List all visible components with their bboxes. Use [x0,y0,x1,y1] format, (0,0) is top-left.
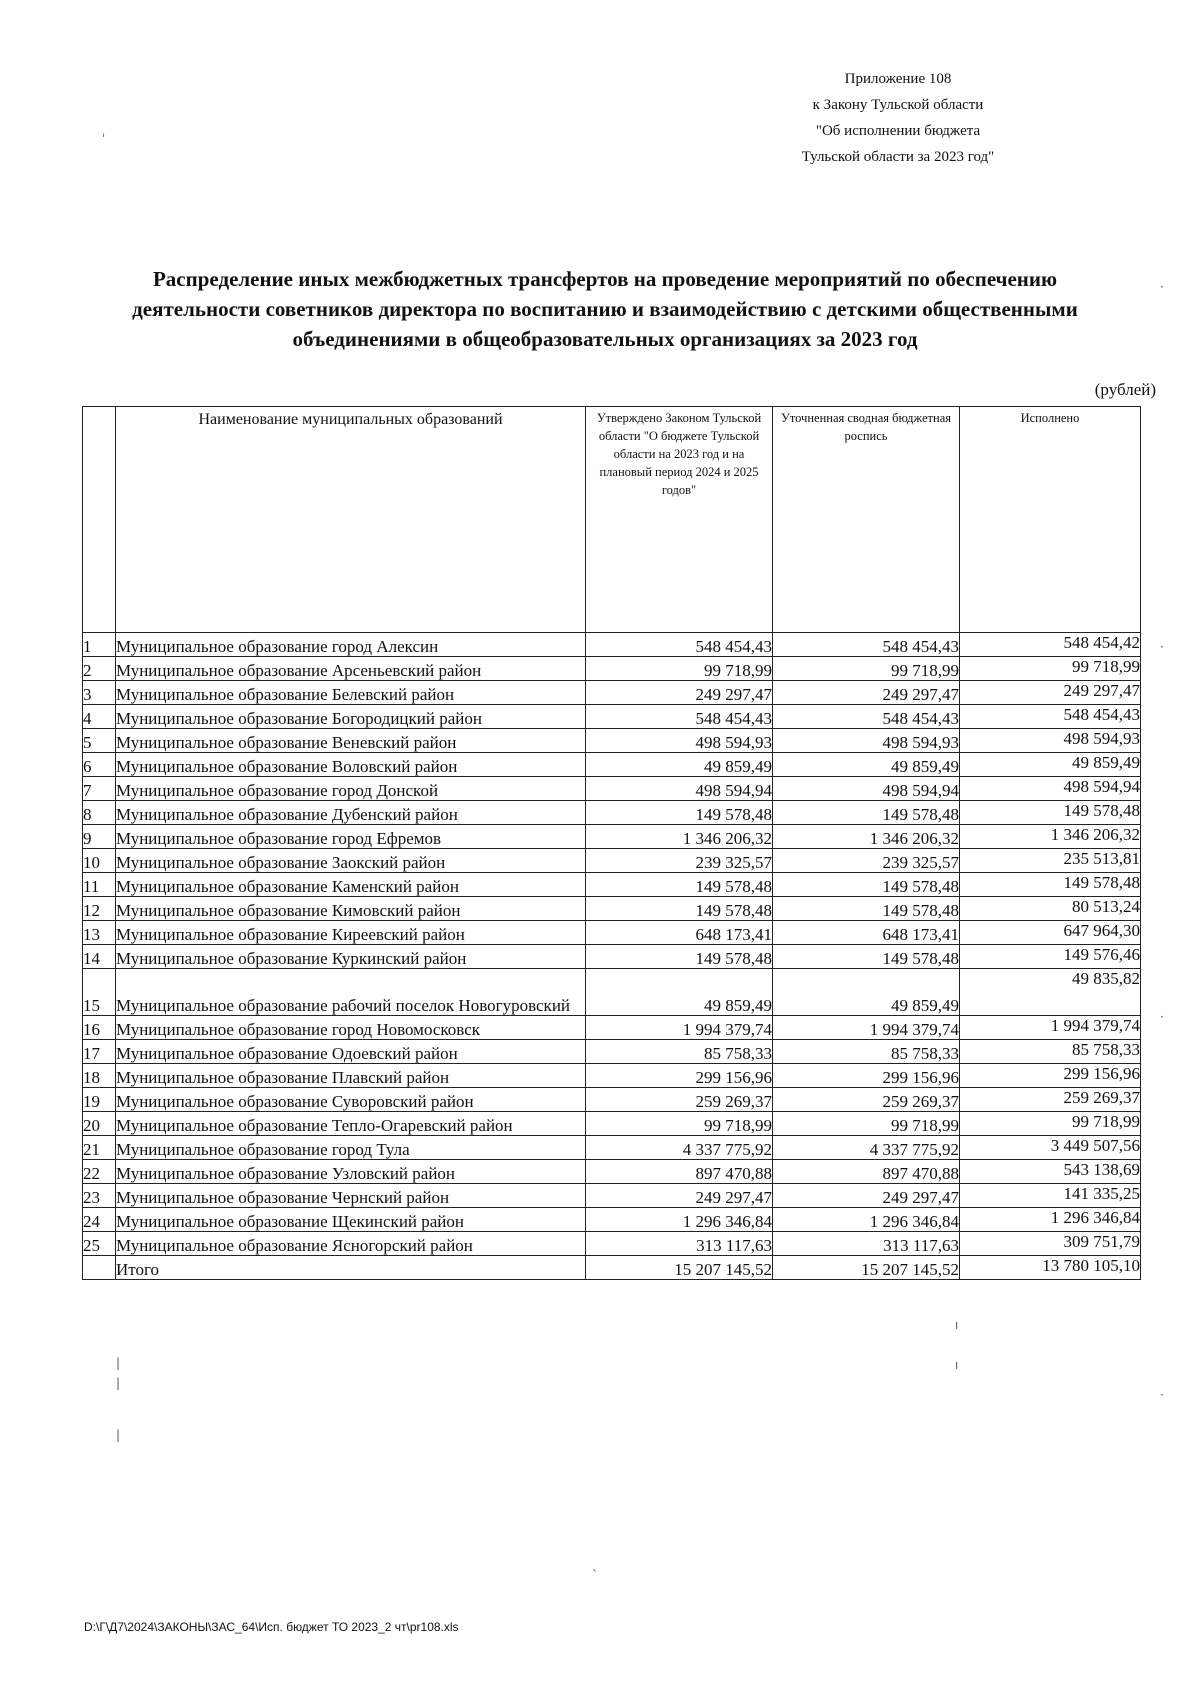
row-refined: 1 346 206,32 [773,825,960,849]
units-label: (рублей) [1094,380,1156,399]
row-approved: 249 297,47 [586,681,773,705]
table-row [83,921,1141,945]
row-refined: 1 994 379,74 [773,1016,960,1040]
table-row [83,729,1141,753]
scan-speck: · [1160,640,1164,654]
row-name: Муниципальное образование Кимовский район [116,897,586,921]
file-path: D:\Г\Д7\2024\ЗАКОНЫ\ЗАС_64\Исп. бюджет ТО 2023_2 чт\pr108.xls [84,1620,459,1634]
row-refined: 648 173,41 [773,921,960,945]
table-row [83,1160,1141,1184]
row-refined: 249 297,47 [773,681,960,705]
row-name: Муниципальное образование Богородицкий район [116,705,586,729]
scan-speck: · [1160,1010,1164,1024]
row-refined: 4 337 775,92 [773,1136,960,1160]
title-line: деятельности советников директора по воспитанию и взаимодействию с детскими общественными [132,297,1078,321]
row-refined: 498 594,94 [773,777,960,801]
row-name: Муниципальное образование Одоевский район [116,1040,586,1064]
row-refined: 259 269,37 [773,1088,960,1112]
header-executed: Исполнено [960,407,1141,633]
row-index: 2 [83,657,116,681]
row-refined: 548 454,43 [773,633,960,657]
row-executed: 259 269,37 [960,1088,1141,1112]
row-executed: 99 718,99 [960,1112,1141,1136]
row-name: Муниципальное образование рабочий поселок Новогуровский [116,969,586,1016]
row-approved: 4 337 775,92 [586,1136,773,1160]
row-refined: 99 718,99 [773,657,960,681]
row-index: 19 [83,1088,116,1112]
row-index: 22 [83,1160,116,1184]
table-row [83,825,1141,849]
table-body [83,633,1141,1280]
row-approved: 85 758,33 [586,1040,773,1064]
row-approved: 1 296 346,84 [586,1208,773,1232]
row-executed: 498 594,94 [960,777,1141,801]
row-executed: 1 296 346,84 [960,1208,1141,1232]
row-executed: 309 751,79 [960,1232,1141,1256]
scan-mark: | [116,1376,121,1390]
row-refined: 897 470,88 [773,1160,960,1184]
row-refined: 313 117,63 [773,1232,960,1256]
row-name: Муниципальное образование Дубенский район [116,801,586,825]
row-name: Муниципальное образование город Тула [116,1136,586,1160]
row-refined: 99 718,99 [773,1112,960,1136]
row-name: Муниципальное образование Ясногорский район [116,1232,586,1256]
row-executed: 3 449 507,56 [960,1136,1141,1160]
table-row [83,1112,1141,1136]
row-index: 13 [83,921,116,945]
row-name: Муниципальное образование Заокский район [116,849,586,873]
row-name: Муниципальное образование Плавский район [116,1064,586,1088]
row-approved: 498 594,93 [586,729,773,753]
row-refined: 249 297,47 [773,1184,960,1208]
row-name: Муниципальное образование город Донской [116,777,586,801]
header-refined: Уточненная сводная бюджетная роспись [773,407,960,633]
row-approved: 149 578,48 [586,801,773,825]
row-executed: 498 594,93 [960,729,1141,753]
row-executed: 249 297,47 [960,681,1141,705]
row-index: 4 [83,705,116,729]
row-approved: 897 470,88 [586,1160,773,1184]
table-row [83,681,1141,705]
row-index: 23 [83,1184,116,1208]
row-executed: 49 859,49 [960,753,1141,777]
row-executed: 13 780 105,10 [960,1256,1141,1280]
row-name: Муниципальное образование Чернский район [116,1184,586,1208]
scan-speck: · [1160,280,1164,294]
row-refined: 149 578,48 [773,897,960,921]
header-index-cell [83,407,116,633]
row-index: 5 [83,729,116,753]
row-index: 3 [83,681,116,705]
row-name: Муниципальное образование город Ефремов [116,825,586,849]
row-approved: 1 346 206,32 [586,825,773,849]
appendix-line: Приложение 108 [844,71,952,87]
table-row [83,849,1141,873]
row-name: Муниципальное образование город Алексин [116,633,586,657]
table-header-row [83,407,1141,633]
table-row [83,1208,1141,1232]
row-name: Муниципальное образование Каменский район [116,873,586,897]
row-executed: 543 138,69 [960,1160,1141,1184]
table-row [83,1232,1141,1256]
row-refined: 498 594,93 [773,729,960,753]
scan-mark: | [116,1428,121,1442]
row-refined: 1 296 346,84 [773,1208,960,1232]
row-approved: 99 718,99 [586,657,773,681]
table-row [83,657,1141,681]
row-index: 21 [83,1136,116,1160]
row-index: 17 [83,1040,116,1064]
scan-speck: ˌ [102,124,106,138]
table-row [83,945,1141,969]
row-name: Муниципальное образование Суворовский район [116,1088,586,1112]
table-row [83,897,1141,921]
row-name: Итого [116,1256,586,1280]
table-row [83,1016,1141,1040]
row-approved: 249 297,47 [586,1184,773,1208]
row-executed: 149 578,48 [960,801,1141,825]
row-approved: 15 207 145,52 [586,1256,773,1280]
row-approved: 99 718,99 [586,1112,773,1136]
row-executed: 548 454,42 [960,633,1141,657]
header-approved: Утверждено Законом Тульской области "О бюджете Тульской области на 2023 год и на плановый период 2024 и 2025 годов" [586,407,773,633]
transfers-table [82,406,1141,1280]
row-executed: 80 513,24 [960,897,1141,921]
document-title [90,264,1120,354]
row-index: 7 [83,777,116,801]
scan-mark: ı [955,1358,959,1372]
scan-mark: | [116,1356,121,1370]
row-approved: 1 994 379,74 [586,1016,773,1040]
row-approved: 149 578,48 [586,945,773,969]
row-refined: 299 156,96 [773,1064,960,1088]
row-index: 12 [83,897,116,921]
row-name: Муниципальное образование Арсеньевский район [116,657,586,681]
row-refined: 149 578,48 [773,801,960,825]
row-approved: 259 269,37 [586,1088,773,1112]
table-row [83,1064,1141,1088]
row-name: Муниципальное образование город Новомосковск [116,1016,586,1040]
row-approved: 548 454,43 [586,705,773,729]
row-index: 14 [83,945,116,969]
row-name: Муниципальное образование Веневский район [116,729,586,753]
row-refined: 149 578,48 [773,945,960,969]
scan-speck: · [1160,1388,1164,1402]
row-approved: 149 578,48 [586,873,773,897]
row-name: Муниципальное образование Щекинский район [116,1208,586,1232]
row-executed: 548 454,43 [960,705,1141,729]
row-approved: 313 117,63 [586,1232,773,1256]
row-refined: 49 859,49 [773,969,960,1016]
row-index: 25 [83,1232,116,1256]
row-index: 1 [83,633,116,657]
scan-mark: ˋ [592,1568,598,1582]
table-row [83,1184,1141,1208]
row-name: Муниципальное образование Белевский район [116,681,586,705]
row-index: 10 [83,849,116,873]
table-row [83,753,1141,777]
row-executed: 149 576,46 [960,945,1141,969]
row-index: 24 [83,1208,116,1232]
row-executed: 141 335,25 [960,1184,1141,1208]
row-name: Муниципальное образование Киреевский район [116,921,586,945]
row-index [83,1256,116,1280]
table-row [83,801,1141,825]
table-row [83,1136,1141,1160]
row-approved: 648 173,41 [586,921,773,945]
appendix-line: "Об исполнении бюджета [815,123,981,139]
row-refined: 239 325,57 [773,849,960,873]
row-approved: 548 454,43 [586,633,773,657]
row-name: Муниципальное образование Тепло-Огаревский район [116,1112,586,1136]
row-approved: 149 578,48 [586,897,773,921]
table-row [83,873,1141,897]
table-total-row [83,1256,1141,1280]
appendix-line: к Закону Тульской области [812,97,984,113]
row-refined: 548 454,43 [773,705,960,729]
row-approved: 239 325,57 [586,849,773,873]
row-name: Муниципальное образование Узловский район [116,1160,586,1184]
row-index: 20 [83,1112,116,1136]
row-name: Муниципальное образование Куркинский район [116,945,586,969]
row-executed: 1 346 206,32 [960,825,1141,849]
table-row [83,705,1141,729]
row-index: 6 [83,753,116,777]
row-refined: 49 859,49 [773,753,960,777]
title-line: объединениями в общеобразовательных организациях за 2023 год [292,327,918,351]
row-index: 8 [83,801,116,825]
row-executed: 99 718,99 [960,657,1141,681]
title-line: Распределение иных межбюджетных трансфертов на проведение мероприятий по обеспечению [152,267,1058,291]
row-refined: 85 758,33 [773,1040,960,1064]
row-executed: 235 513,81 [960,849,1141,873]
row-index: 18 [83,1064,116,1088]
table-row [83,633,1141,657]
row-refined: 15 207 145,52 [773,1256,960,1280]
row-index: 11 [83,873,116,897]
row-executed: 85 758,33 [960,1040,1141,1064]
row-approved: 49 859,49 [586,753,773,777]
appendix-line: Тульской области за 2023 год" [801,149,995,165]
row-executed: 299 156,96 [960,1064,1141,1088]
table-row [83,1040,1141,1064]
row-executed: 149 578,48 [960,873,1141,897]
row-index: 16 [83,1016,116,1040]
row-approved: 49 859,49 [586,969,773,1016]
row-name: Муниципальное образование Воловский район [116,753,586,777]
row-executed: 49 835,82 [960,969,1141,1016]
appendix-header [738,66,1058,170]
row-index: 9 [83,825,116,849]
row-executed: 647 964,30 [960,921,1141,945]
header-name: Наименование муниципальных образований [116,407,586,633]
table-row [83,777,1141,801]
row-executed: 1 994 379,74 [960,1016,1141,1040]
scan-mark: ı [955,1318,959,1332]
table-row [83,1088,1141,1112]
row-approved: 498 594,94 [586,777,773,801]
table-row [83,969,1141,1016]
row-index: 15 [83,969,116,1016]
row-refined: 149 578,48 [773,873,960,897]
row-approved: 299 156,96 [586,1064,773,1088]
